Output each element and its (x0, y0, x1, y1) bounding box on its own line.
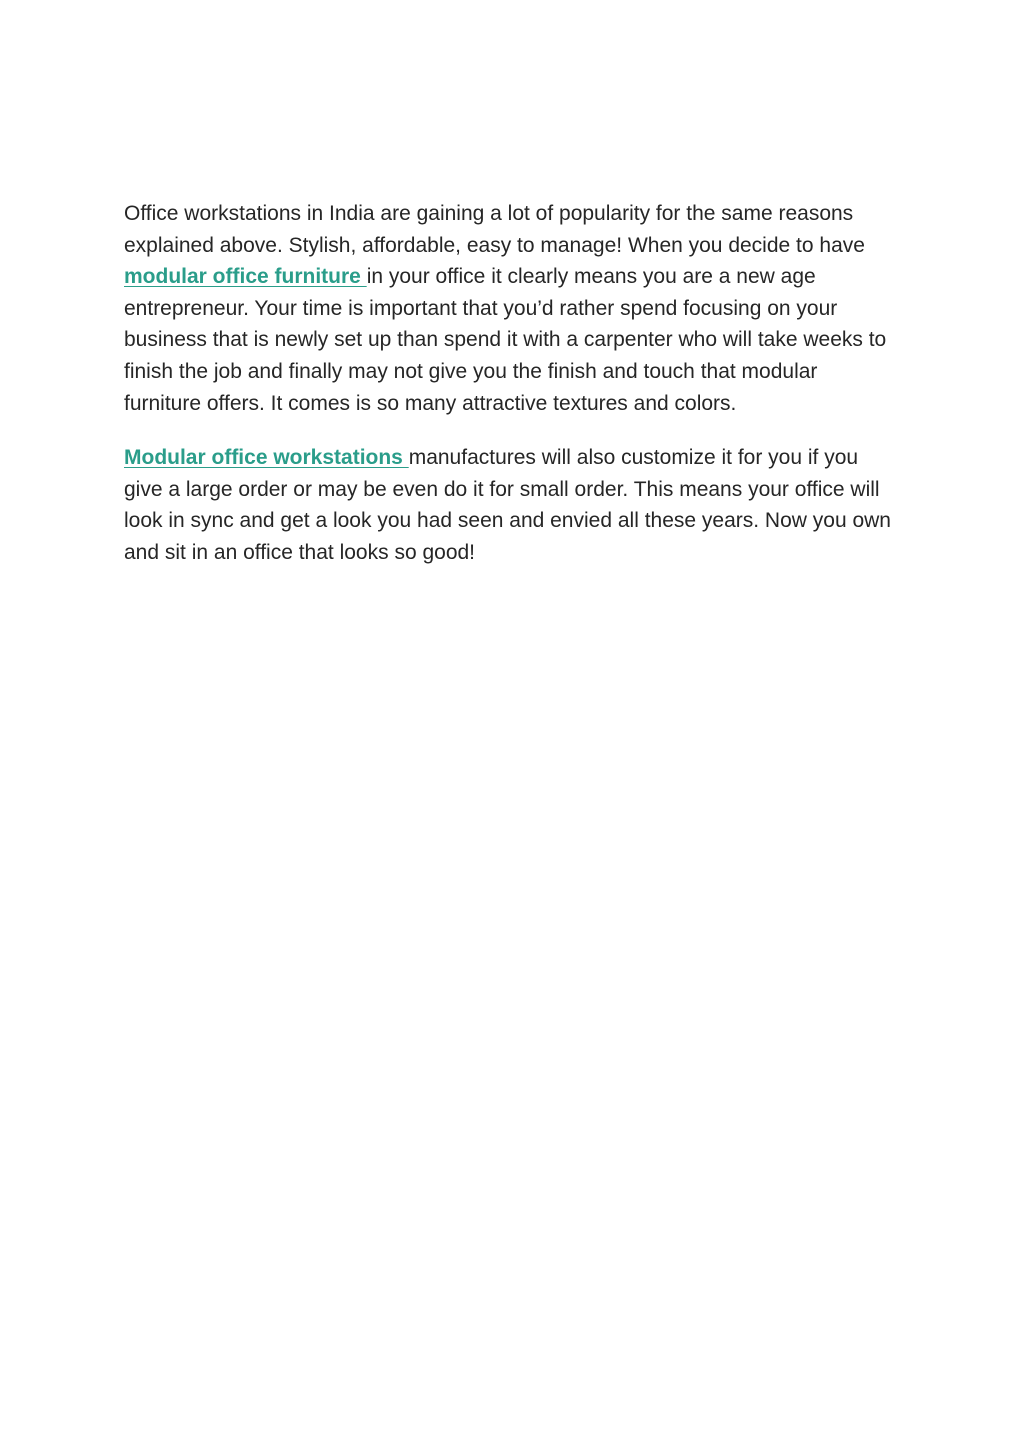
paragraph-modular-workstations (124, 442, 894, 568)
modular-office-workstations-link[interactable]: Modular office workstations (124, 446, 409, 470)
paragraph-office-workstations (124, 198, 894, 419)
paragraph-1-text-start: Office workstations in India are gaining a lot of popularity for the same reasons explained above. Stylish, affordable, easy to manage! When you decide to have (124, 202, 865, 257)
document-body (124, 198, 894, 592)
paragraph-1-text-end: in your office it clearly means you are a new age entrepreneur. Your time is important that you’d rather spend focusing on your business that is newly set up than spend it with a carpenter who will take weeks to finish the job and finally may not give you the finish and touch that modular furniture offers. It comes is so many attractive textures and colors. (124, 265, 887, 415)
modular-office-furniture-link[interactable]: modular office furniture (124, 265, 367, 289)
paragraph-2-text: manufactures will also customize it for you if you give a large order or may be even do it for small order. This means your office will look in sync and get a look you had seen and envied all these years. Now you own and sit in an office that looks so good! (124, 446, 891, 564)
